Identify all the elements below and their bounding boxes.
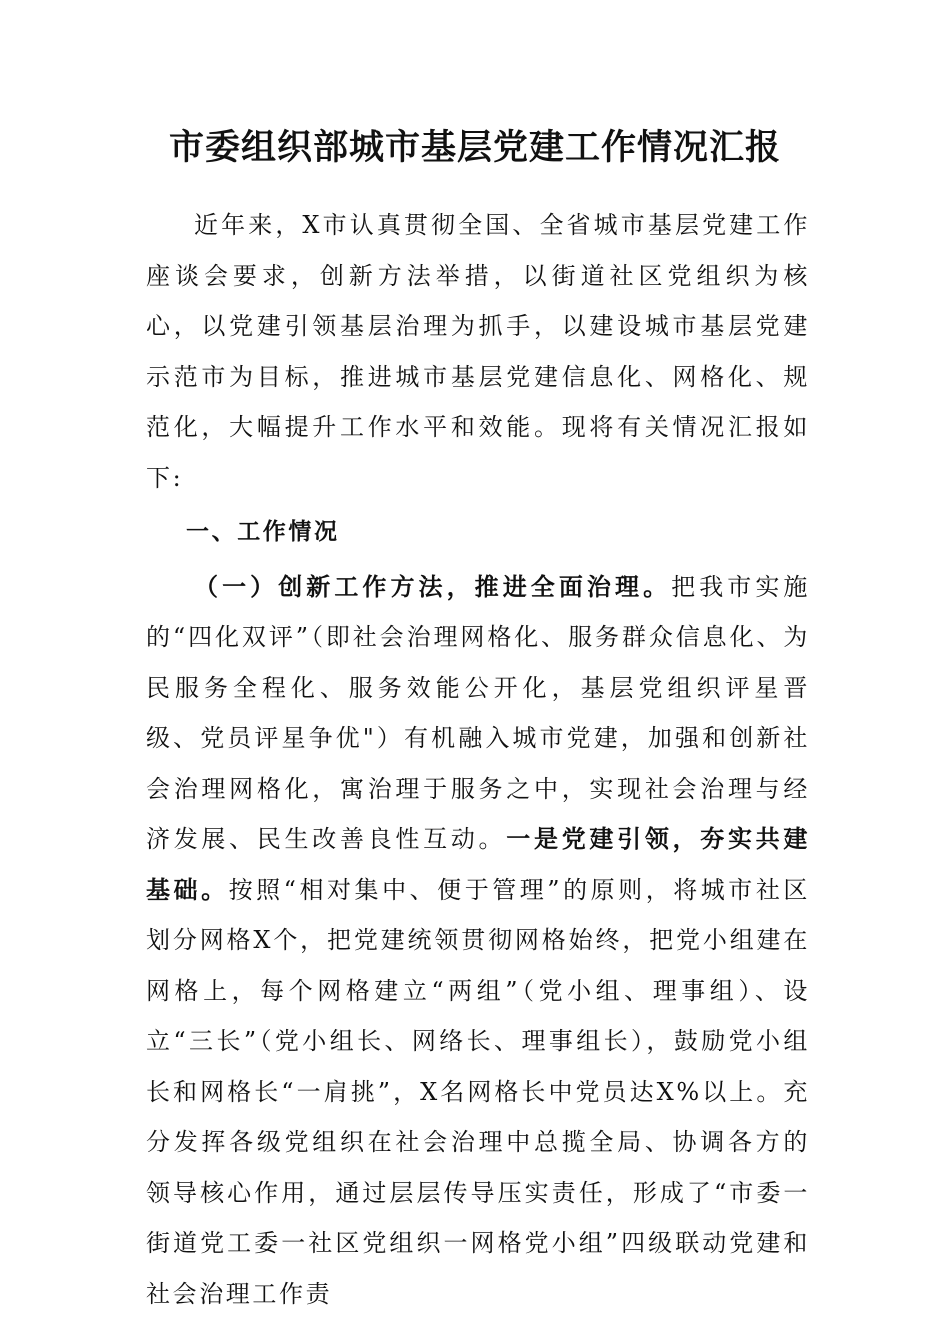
subsection-text: 把我市实施的“四化双评”（即社会治理网格化、服务群众信息化、为民服务全程化、服务效能公开化，基层党组织评星晋级、党员评星争优"）有机融入城市党建，加强和创新社会治理网格化，寓治理于服务之中，实现社会治理与经济发展、民生改善良性互动。	[146, 572, 811, 853]
document-title: 市委组织部城市基层党建工作情况汇报	[168, 127, 781, 168]
intro-paragraph: 近年来，X市认真贯彻全国、全省城市基层党建工作座谈会要求，创新方法举措，以街道社区党组织为核心，以党建引领基层治理为抓手，以建设城市基层党建示范市为目标，推进城市基层党建信息化、网格化、规范化，大幅提升工作水平和效能。现将有关情况汇报如下:	[146, 211, 810, 492]
document-body	[146, 200, 810, 1319]
point-heading: 一是党建引领，夯实共建基础。	[146, 825, 810, 904]
subsection-paragraph	[146, 562, 810, 1320]
subsection-heading: （一）创新工作方法，推进全面治理。	[194, 572, 672, 601]
point-text: 按照“相对集中、便于管理”的原则，将城市社区划分网格X个，把党建统领贯彻网格始终，把党小组建在网格上，每个网格建立“两组”（党小组、理事组）、设立“三长”（党小组长、网络长、理事组长），鼓励党小组长和网格长“一肩挑”，X名网格长中党员达X%以上。充分发挥各级党组织在社会治理中总揽全局、协调各方的领导核心作用，通过层层传导压实责任，形成了“市委一街道党工委一社区党组织一网格党小组”四级联动党建和社会治理工作责	[146, 875, 810, 1308]
section-heading: 一、工作情况	[186, 519, 340, 545]
